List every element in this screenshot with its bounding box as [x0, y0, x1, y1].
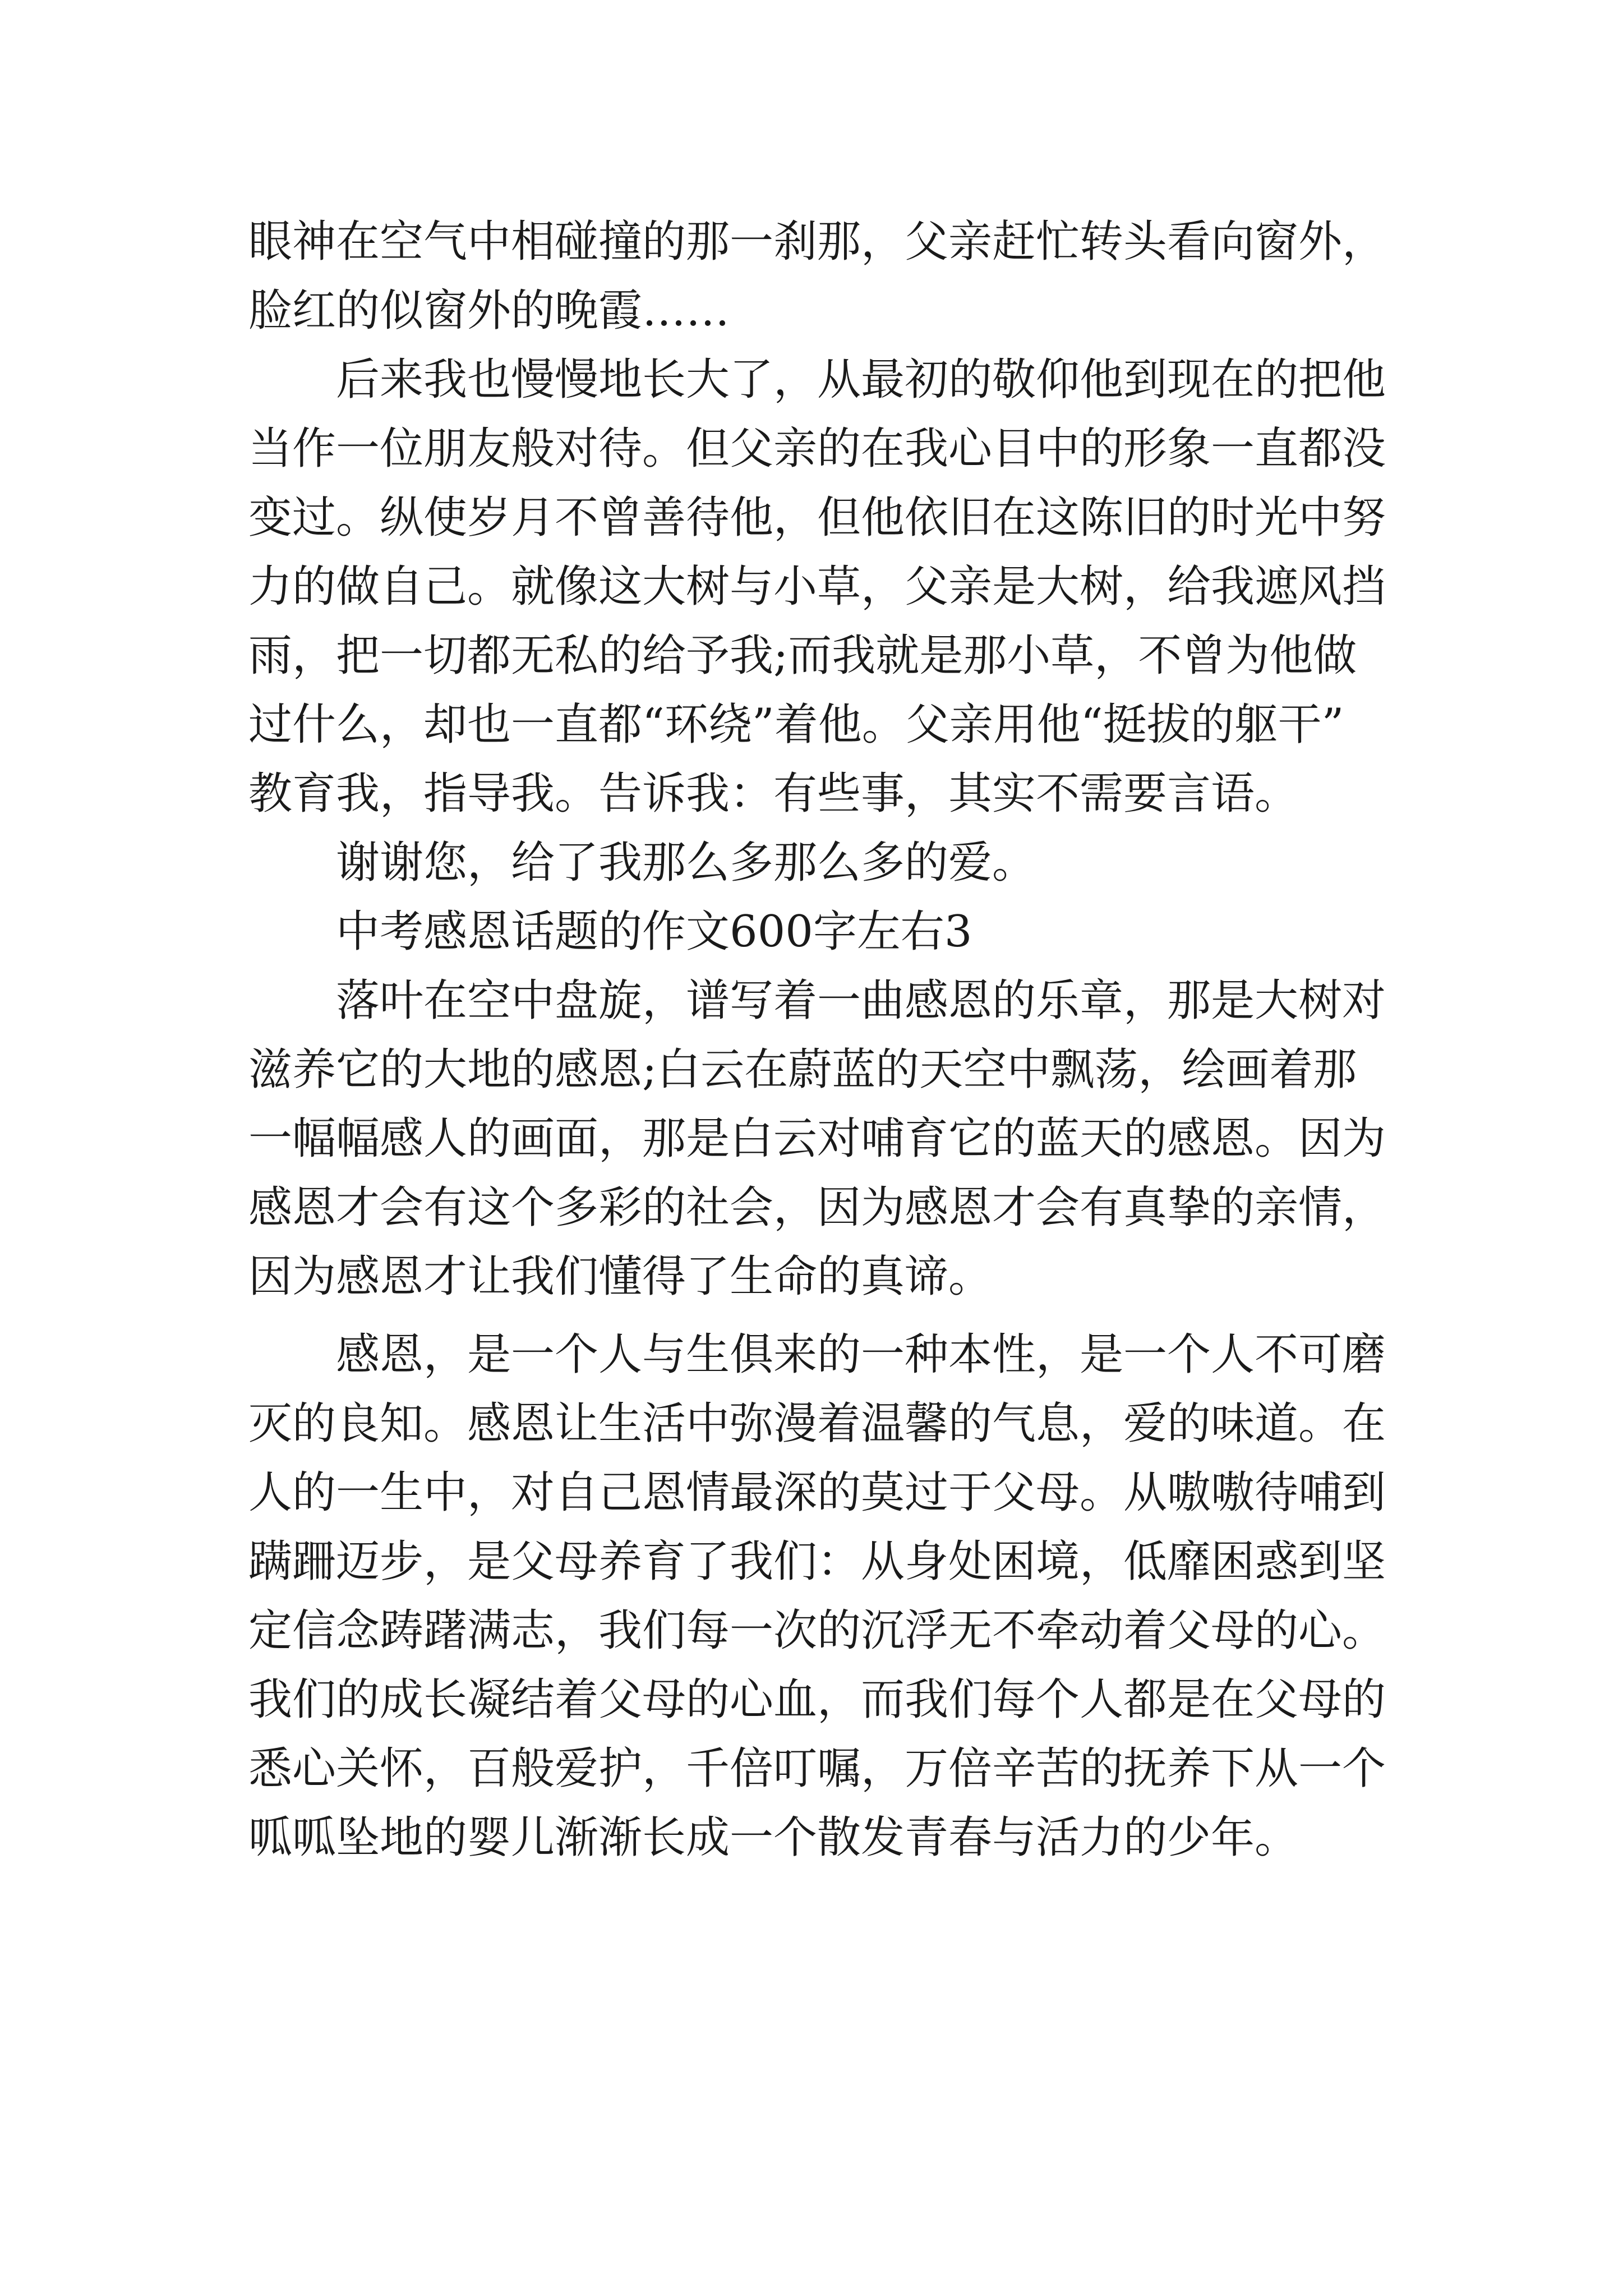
text-line: 变过。纵使岁月不曾善待他，但他依旧在这陈旧的时光中努 — [248, 493, 1386, 543]
text-line: 因为感恩才让我们懂得了生命的真谛。 — [248, 1251, 993, 1302]
text-line: 感恩才会有这个多彩的社会，因为感恩才会有真挚的亲情， — [248, 1182, 1386, 1233]
document-body — [248, 208, 1386, 1872]
text-line: 滋养它的大地的感恩;白云在蔚蓝的天空中飘荡，绘画着那 — [248, 1045, 1357, 1095]
text-line: 眼神在空气中相碰撞的那一刹那，父亲赶忙转头看向窗外， — [248, 217, 1386, 267]
text-line: 我们的成长凝结着父母的心血，而我们每个人都是在父母的 — [248, 1674, 1386, 1725]
text-line: 谢谢您，给了我那么多那么多的爱。 — [336, 838, 1036, 888]
text-line: 悉心关怀，百般爱护，千倍叮嘱，万倍辛苦的抚养下从一个 — [248, 1743, 1386, 1794]
text-line: 教育我，指导我。告诉我：有些事，其实不需要言语。 — [248, 769, 1299, 819]
text-line: 蹒跚迈步，是父母养育了我们：从身处困境，低靡困惑到坚 — [248, 1536, 1386, 1587]
text-line: 力的做自己。就像这大树与小草，父亲是大树，给我遮风挡 — [248, 562, 1386, 612]
text-line: 后来我也慢慢地长大了，从最初的敬仰他到现在的把他 — [336, 355, 1386, 405]
text-line: 当作一位朋友般对待。但父亲的在我心目中的形象一直都没 — [248, 424, 1386, 474]
text-line: 定信念踌躇满志，我们每一次的沉浮无不牵动着父母的心。 — [248, 1605, 1386, 1656]
section-heading: 中考感恩话题的作文600字左右3 — [336, 907, 972, 957]
text-line: 感恩，是一个人与生俱来的一种本性，是一个人不可磨 — [336, 1329, 1386, 1380]
text-line: 过什么，却也一直都“环绕”着他。父亲用他“挺拔的躯干” — [248, 700, 1344, 750]
text-line: 脸红的似窗外的晚霞…… — [248, 286, 730, 336]
text-line: 雨，把一切都无私的给予我;而我就是那小草，不曾为他做 — [248, 631, 1357, 681]
text-line: 一幅幅感人的画面，那是白云对哺育它的蓝天的感恩。因为 — [248, 1114, 1386, 1164]
text-line: 灭的良知。感恩让生活中弥漫着温馨的气息，爱的味道。在 — [248, 1398, 1386, 1449]
text-line: 人的一生中，对自己恩情最深的莫过于父母。从嗷嗷待哺到 — [248, 1467, 1386, 1518]
text-line: 落叶在空中盘旋，谱写着一曲感恩的乐章，那是大树对 — [336, 976, 1386, 1026]
text-line: 呱呱坠地的婴儿渐渐长成一个散发青春与活力的少年。 — [248, 1812, 1299, 1863]
